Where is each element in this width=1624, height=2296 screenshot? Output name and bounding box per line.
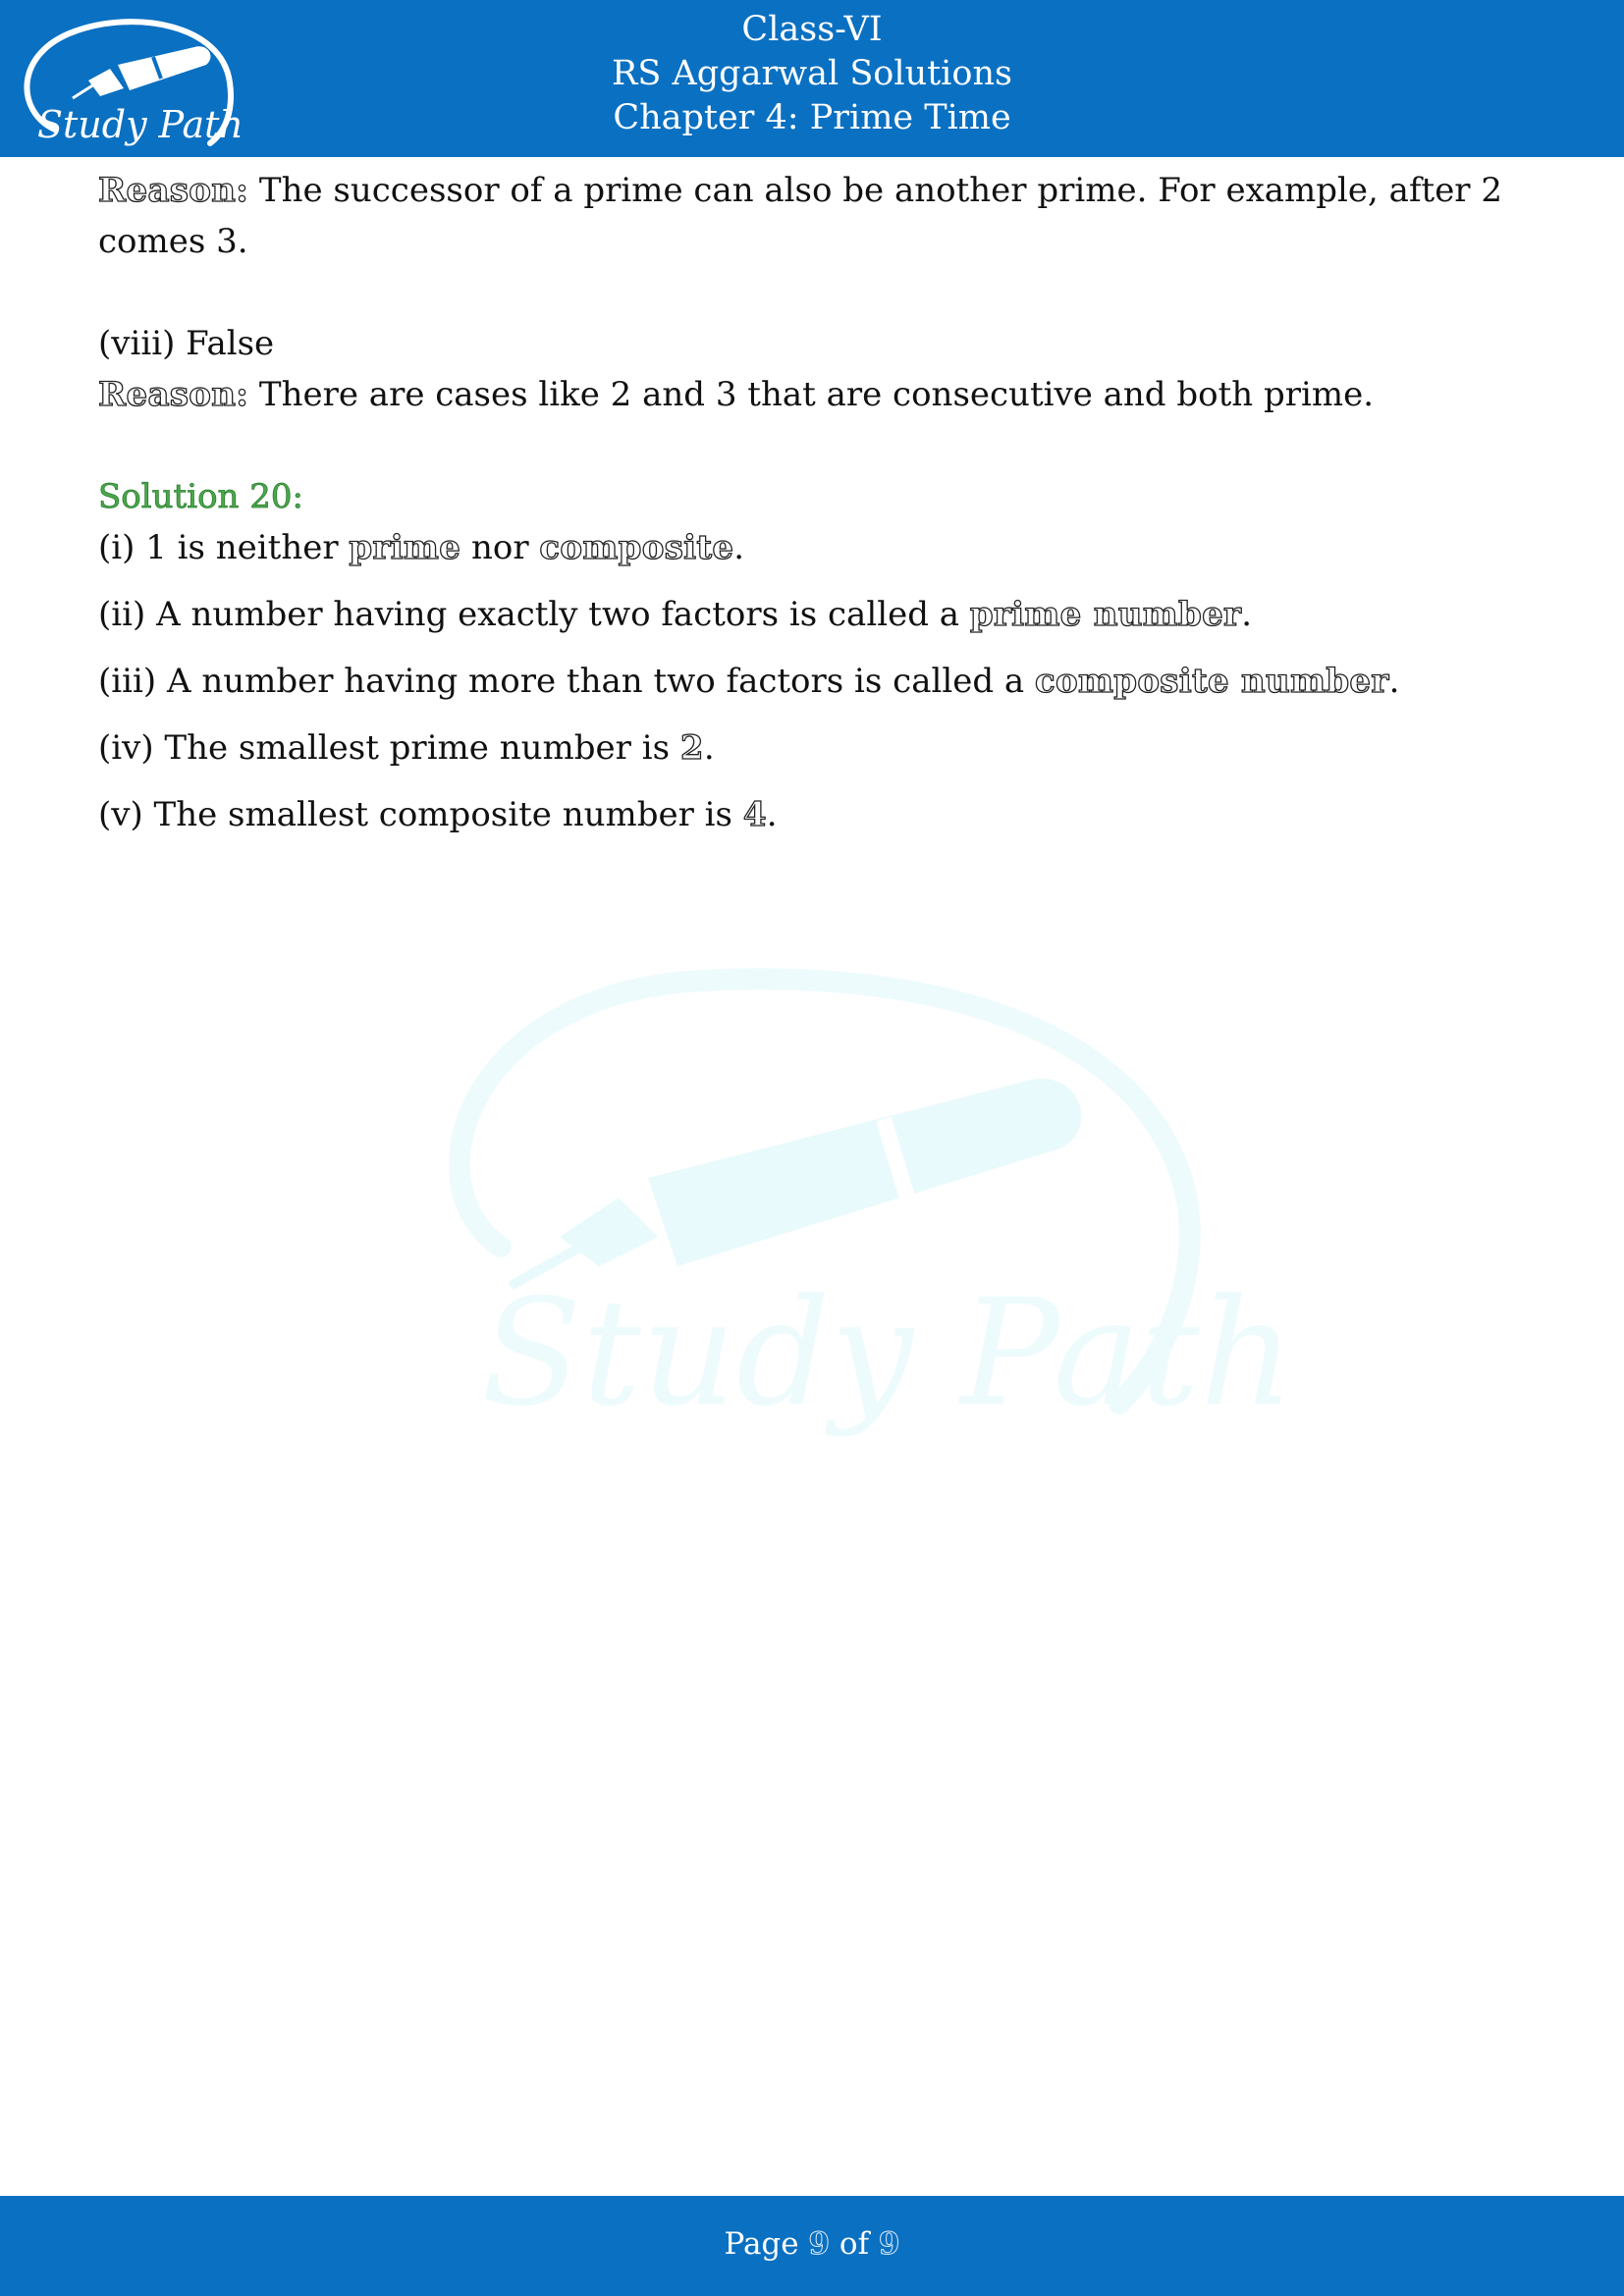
class-label: Class-VI (741, 10, 883, 49)
reason-viii-text: There are cases like 2 and 3 that are consecutive and both prime. (248, 375, 1375, 414)
chapter-title: Chapter 4: Prime Time (613, 98, 1011, 137)
list-item: (iii) A number having more than two factors is called a composite number. (98, 662, 1400, 701)
list-item: (v) The smallest composite number is 4. (98, 795, 778, 834)
page-header (0, 0, 1624, 157)
solution-heading: Solution 20: (98, 477, 303, 516)
reason-vii-text: The successor of a prime can also be another prime. For example, after 2 comes 3. (98, 171, 1503, 261)
book-title: RS Aggarwal Solutions (612, 54, 1012, 93)
watermark-text: Study Path (481, 1268, 1295, 1439)
list-item: (ii) A number having exactly two factors is called a prime number. (98, 595, 1253, 634)
watermark-pen-icon (511, 1079, 1081, 1286)
list-item: (i) 1 is neither prime nor composite. (98, 528, 745, 567)
reason-viii (98, 369, 1532, 420)
page-number: Page 9 of 9 (724, 2226, 900, 2262)
reason-vii (98, 165, 1532, 267)
answer-viii: (viii) False (98, 324, 275, 363)
list-item: (iv) The smallest prime number is 2. (98, 728, 715, 768)
study-path-watermark (432, 972, 1295, 1463)
logo-text: Study Path (37, 103, 244, 146)
solution-content (98, 165, 1532, 840)
reason-label: Reason: (98, 375, 249, 414)
page-footer (0, 2196, 1624, 2296)
reason-label: Reason: (98, 171, 249, 210)
